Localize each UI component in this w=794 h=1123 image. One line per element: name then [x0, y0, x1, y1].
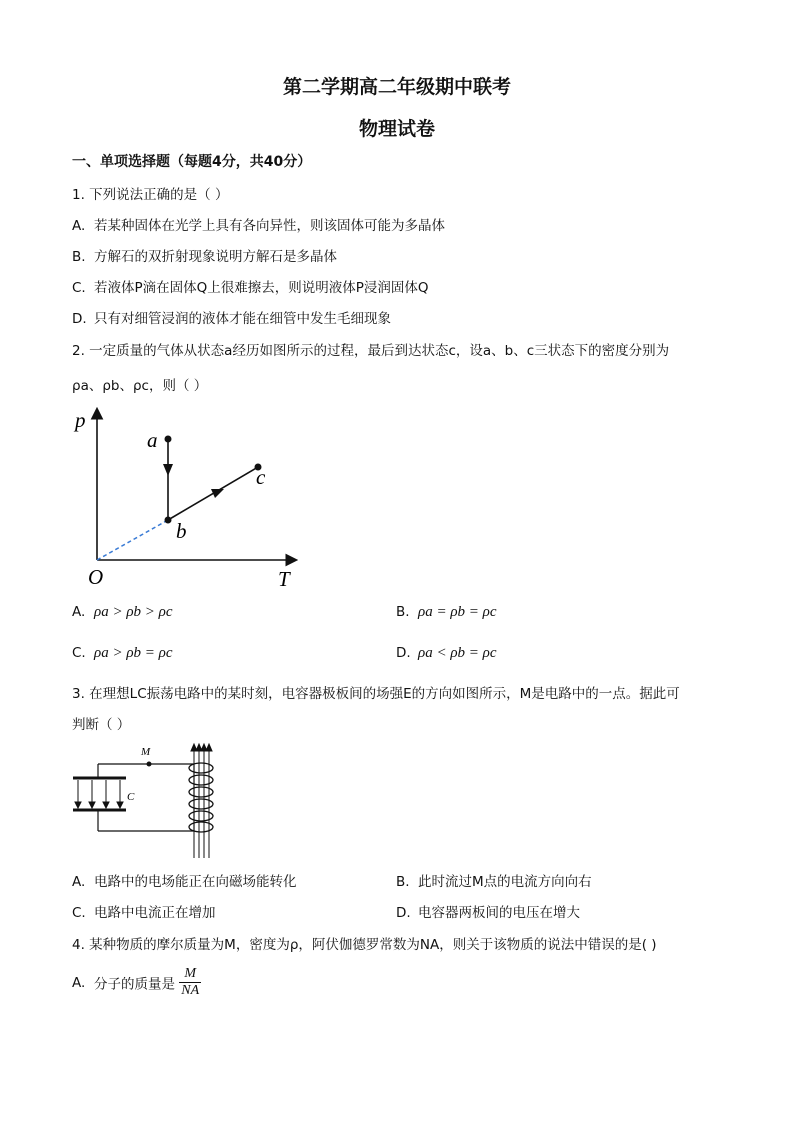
q1-option-d-text: 只有对细管浸润的液体才能在细管中发生毛细现象 — [94, 311, 391, 327]
label-t: T — [278, 567, 290, 591]
label-a: a — [147, 428, 158, 452]
q4-option-a — [72, 966, 201, 999]
q1-stem: 1. 下列说法正确的是（ ） — [72, 187, 229, 203]
q3-option-b — [396, 870, 592, 890]
q1-option-a-label: A. — [72, 218, 86, 234]
label-o: O — [88, 565, 104, 589]
label-p: p — [75, 408, 86, 432]
q2-option-d-text: ρa < ρb = ρc — [418, 645, 497, 661]
q2-option-c-text: ρa > ρb = ρc — [94, 645, 173, 661]
section-heading: 一、单项选择题（每题4分，共40分） — [72, 154, 312, 170]
arrow-down — [163, 464, 173, 476]
label-c: c — [256, 465, 266, 489]
q1-option-a-text: 若某种固体在光学上具有各向异性，则该固体可能为多晶体 — [94, 218, 445, 234]
point-a — [165, 436, 172, 443]
q1-option-b-label: B. — [72, 249, 86, 265]
q4-option-a-text: 分子的质量是 — [94, 976, 175, 993]
label-m: M — [141, 746, 151, 758]
q3-option-d-text: 电容器两板间的电压在增大 — [418, 905, 580, 921]
molar-mass-fraction — [179, 966, 201, 999]
q2-option-a-label: A. — [72, 604, 86, 620]
field-arrows — [75, 780, 123, 808]
page-subtitle: 物理试卷 — [358, 118, 435, 140]
q4-option-a-label: A. — [72, 974, 86, 991]
q2-option-b-text: ρa = ρb = ρc — [418, 604, 497, 620]
q3-option-c — [72, 901, 216, 921]
page-title: 第二学期高二年级期中联考 — [282, 76, 511, 98]
q3-option-c-text: 电路中电流正在增加 — [94, 905, 216, 921]
q2-stem-continued: ρa、ρb、ρc，则（ ） — [72, 378, 208, 394]
q2-option-c-label: C. — [72, 645, 86, 661]
q3-option-d — [396, 901, 580, 921]
magnetic-field-lines — [191, 744, 212, 858]
fraction-denominator: NA — [181, 983, 200, 998]
q3-option-d-label: D. — [396, 905, 411, 921]
q1-option-c — [72, 276, 429, 296]
q3-option-a-text: 电路中的电场能正在向磁场能转化 — [94, 874, 297, 890]
label-b: b — [176, 519, 187, 543]
fraction-numerator: M — [179, 966, 201, 983]
q2-option-b-label: B. — [396, 604, 410, 620]
q2-option-a — [72, 604, 173, 621]
point-b — [165, 517, 172, 524]
q1-option-c-label: C. — [72, 280, 86, 296]
q3-option-b-label: B. — [396, 874, 410, 890]
q3-option-b-text: 此时流过M点的电流方向向右 — [418, 874, 592, 890]
lc-circuit-diagram — [70, 740, 230, 865]
q1-option-d-label: D. — [72, 311, 87, 327]
q1-option-c-text: 若液体P滴在固体Q上很难擦去，则说明液体P浸润固体Q — [94, 280, 429, 296]
q3-option-a — [72, 870, 297, 890]
q1-option-d — [72, 307, 391, 327]
pt-diagram — [70, 400, 310, 595]
q2-option-b — [396, 604, 497, 621]
q2-stem: 2. 一定质量的气体从状态a经历如图所示的过程，最后到达状态c，设a、b、c三状态下的密度分别为 — [72, 343, 670, 359]
q2-option-a-text: ρa > ρb > ρc — [94, 604, 173, 620]
q1-option-a — [72, 214, 445, 234]
q2-option-d — [396, 645, 497, 662]
q3-stem-continued: 判断（ ） — [72, 717, 131, 733]
q2-option-c — [72, 645, 173, 662]
label-c-capacitor: C — [127, 791, 135, 803]
q1-option-b-text: 方解石的双折射现象说明方解石是多晶体 — [94, 249, 337, 265]
q1-option-b — [72, 245, 337, 265]
q3-option-c-label: C. — [72, 905, 86, 921]
dashed-isochore — [97, 520, 168, 560]
q3-option-a-label: A. — [72, 874, 86, 890]
q2-option-d-label: D. — [396, 645, 411, 661]
q4-stem: 4. 某种物质的摩尔质量为M，密度为ρ，阿伏伽德罗常数为NA，则关于该物质的说法中错误的是( ) — [72, 937, 657, 953]
point-m — [147, 762, 152, 767]
q3-stem: 3. 在理想LC振荡电路中的某时刻，电容器极板间的场强E的方向如图所示，M是电路中的一点。据此可 — [72, 686, 680, 702]
